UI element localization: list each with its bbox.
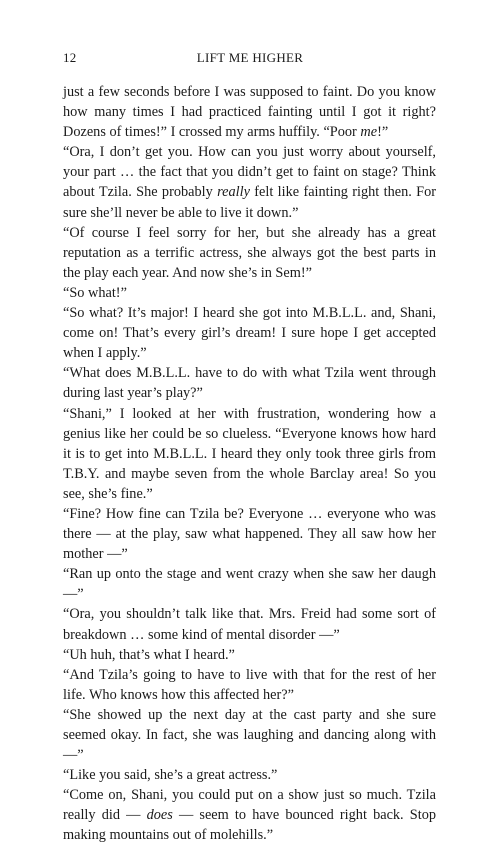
running-head: LIFT ME HIGHER [196, 50, 304, 65]
paragraph: “Uh huh, that’s what I heard.” [63, 646, 235, 663]
paragraph: “What does M.B.L.L. have to do with what Tzila went through during last year’s play?” [63, 365, 436, 402]
paragraph: “Shani,” I looked at her with frustration, wondering how a genius like her could be so clueless. “Everyone knows how hard it is to get into M.B.L.L. I heard they only took three girls from T.B.Y. and maybe seven from the whole Barclay area! So you see, she’s fine.” [63, 405, 436, 502]
paragraph: “Ran up onto the stage and went crazy when she saw her daugh —” [63, 566, 436, 603]
paragraph: “Of course I feel sorry for her, but she already has a great reputation as a terrific actress, she always got the best parts in the play each year. And now she’s in Sem!” [63, 224, 436, 281]
paragraph: “Ora, you shouldn’t talk like that. Mrs. Freid had some sort of breakdown … some kind of mental disorder —” [63, 606, 436, 643]
paragraph: “And Tzila’s going to have to live with that for the rest of her life. Who knows how this affected her?” [63, 666, 436, 703]
paragraph: “Ora, I don’t get you. How can you just worry about yourself, your part … the fact that you didn’t get to faint on stage? Think about Tzila. She probably really felt like fainting right then. For sure she’ll never be able to live it down.” [63, 144, 436, 221]
page-number: 12 [63, 50, 77, 65]
paragraph: just a few seconds before I was supposed to faint. Do you know how many times I had practiced fainting until I got it right? Dozens of times!” I crossed my arms huffily. “Poor me!” [63, 84, 436, 141]
paragraph: “She showed up the next day at the cast party and she sure seemed okay. In fact, she was laughing and dancing along with —” [63, 706, 436, 764]
paragraph: “Fine? How fine can Tzila be? Everyone … everyone who was there — at the play, saw what happened. They all saw how her mother —” [63, 505, 436, 563]
paragraph: “Like you said, she’s a great actress.” [63, 767, 278, 784]
paragraph: “So what!” [63, 284, 127, 301]
paragraph: “Come on, Shani, you could put on a show just so much. Tzila really did — does — seem to have bounced right back. Stop making mountains out of molehills.” [63, 787, 437, 844]
body-text [63, 82, 436, 846]
page-header [63, 50, 437, 68]
paragraph: “So what? It’s major! I heard she got into M.B.L.L. and, Shani, come on! That’s every girl’s dream! I sure hope I get accepted when I apply.” [63, 305, 436, 362]
